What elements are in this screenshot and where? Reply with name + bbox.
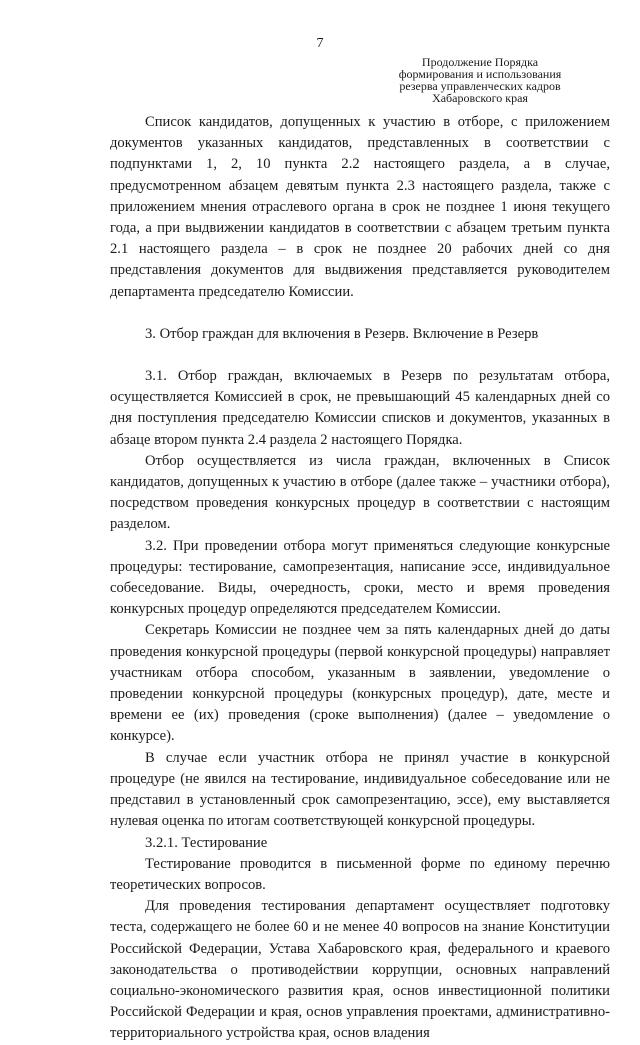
paragraph-3-2-1-form: Тестирование проводится в письменной форме по единому перечню теоретических вопросов. [110, 855, 610, 893]
section-heading: 3. Отбор граждан для включения в Резерв. Включение в Резерв [145, 325, 539, 342]
continuation-line: формирования и использования [398, 67, 562, 81]
subsection-3-2-1-title: 3.2.1. Тестирование [145, 834, 268, 851]
intro-paragraph: Список кандидатов, допущенных к участию в отборе, с приложением документов указанных кандидатов, представленных в соответствии с подпунктами 1, 2, 10 пункта 2.2 настоящего раздела, а в случае, предусмотренном абзацем девятым пункта 2.3 настоящего раздела, также с приложением мнения отраслевого органа в срок не позднее 1 июня текущего года, а при выдвижении кандидатов в соответствии с абзацем третьим пункта 2.1 настоящего раздела – в срок не позднее 20 рабочих дней со дня представления документов для выдвижения представляется руководителем департамента председателю Комиссии. [110, 114, 610, 300]
paragraph-3-2-zero-score: В случае если участник отбора не принял участие в конкурсной процедуре (не явился на тестирование, индивидуальное собеседование или не представил в установленный срок самопрезентацию, эссе), ему выставляется нулевая оценка по итогам соответствующей конкурсной процедуры. [110, 749, 610, 830]
continuation-line: Продолжение Порядка [421, 55, 539, 69]
paragraph-3-1: 3.1. Отбор граждан, включаемых в Резерв по результатам отбора, осуществляется Комиссией в срок, не превышающий 45 календарных дней со дня поступления председателю Комиссии списков и документов, указанных в абзаце втором пункта 2.4 раздела 2 настоящего Порядка. [110, 368, 610, 448]
paragraph-3-1-selection: Отбор осуществляется из числа граждан, включенных в Список кандидатов, допущенных к участию в отборе (далее также – участники отбора), посредством проведения конкурсных процедур в соответствии с настоящим разделом. [110, 452, 610, 533]
continuation-line: Хабаровского края [432, 91, 528, 105]
paragraph-3-2-1-test: Для проведения тестирования департамент осуществляет подготовку теста, содержащего не более 60 и не менее 40 вопросов на знание Конституции Российской Федерации, Устава Хабаровского края, федерального и краевого законодательства о противодействии коррупции, основных направлений социально-экономического развития края, основ инвестиционной политики Российской Федерации и края, основ управления проектами, административно-территориального устройства края, основ владения [110, 898, 610, 1042]
paragraph-3-2-secretary: Секретарь Комиссии не позднее чем за пять календарных дней до даты проведения конкурсной процедуры (первой конкурсной процедуры) направляет участникам отбора способом, указанным в заявлении, уведомление о проведении конкурсной процедуры (конкурсных процедур), дате, месте и времени ее (их) проведения (сроке выполнения) (далее – уведомление о конкурсе). [110, 622, 610, 745]
continuation-note [360, 56, 600, 104]
continuation-line: резерва управленческих кадров [399, 79, 561, 93]
paragraph-3-2: 3.2. При проведении отбора могут применяться следующие конкурсные процедуры: тестирование, самопрезентация, написание эссе, индивидуальное собеседование. Виды, очередность, сроки, место и время проведения конкурсных процедур определяются председателем Комиссии. [110, 537, 610, 618]
page-number: 7 [316, 36, 324, 51]
